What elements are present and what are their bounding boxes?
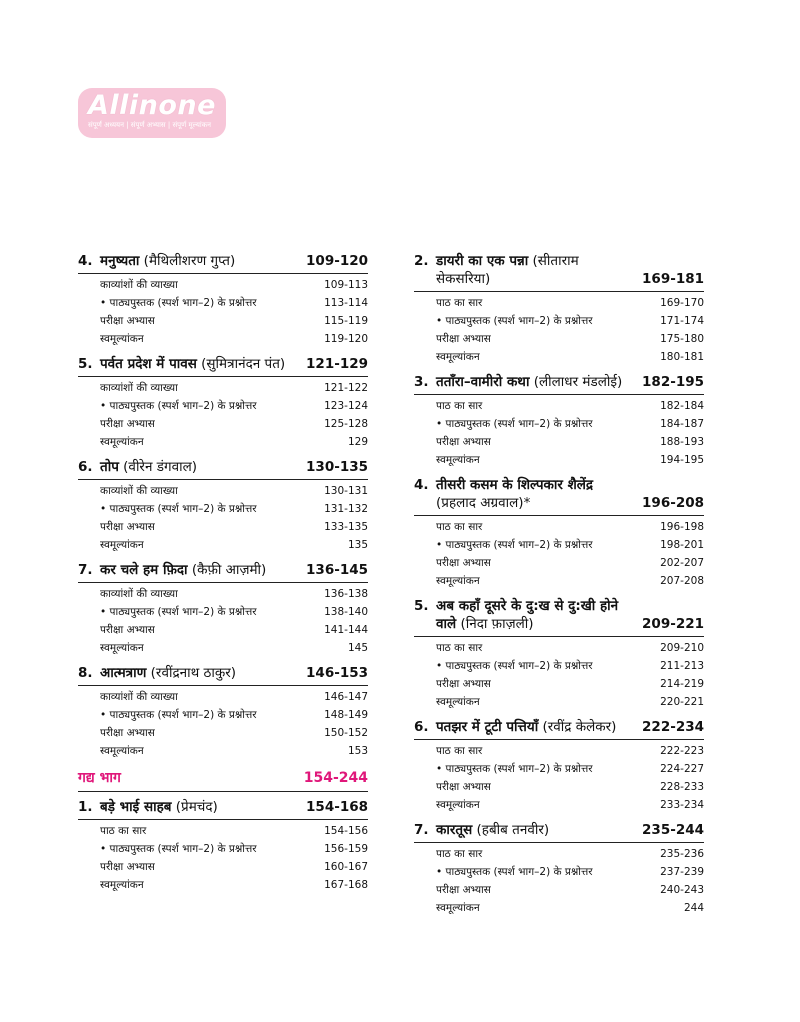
sub-entry-pages: 240-243 <box>660 884 704 896</box>
sub-entry-pages: 196-198 <box>660 521 704 533</box>
sub-entry-pages: 167-168 <box>324 879 368 891</box>
toc-sub-entry[interactable] <box>78 639 368 657</box>
section-pages: 154-244 <box>303 770 368 786</box>
sub-entry-pages: 169-170 <box>660 297 704 309</box>
toc-sub-entry[interactable] <box>414 415 704 433</box>
chapter-title-wrap <box>100 664 236 682</box>
sub-entry-label: परीक्षा अभ्यास <box>100 624 155 636</box>
sub-entry-pages: 171-174 <box>660 315 704 327</box>
sub-entry-label: स्वमूल्यांकन <box>100 745 144 757</box>
toc-sub-entry[interactable] <box>78 822 368 840</box>
sub-entry-label: परीक्षा अभ्यास <box>100 315 155 327</box>
sub-entry-pages: 228-233 <box>660 781 704 793</box>
toc-sub-entry[interactable] <box>78 379 368 397</box>
sub-entry-label: • पाठ्यपुस्तक (स्पर्श भाग–2) के प्रश्नोत्तर <box>100 297 257 309</box>
chapter-heading[interactable] <box>78 664 368 686</box>
chapter-pages: 154-168 <box>306 799 368 815</box>
sub-entry-pages: 123-124 <box>324 400 368 412</box>
sub-entry-label: परीक्षा अभ्यास <box>436 678 491 690</box>
sub-entry-pages: 180-181 <box>660 351 704 363</box>
toc-sub-entry[interactable] <box>414 675 704 693</box>
sub-entry-label: काव्यांशों की व्याख्या <box>100 588 178 600</box>
chapter-heading-left <box>78 252 235 270</box>
sub-entry-pages: 136-138 <box>324 588 368 600</box>
right-chapters <box>414 252 704 917</box>
sub-entry-pages: 148-149 <box>324 709 368 721</box>
chapter-author: (प्रेमचंद) <box>171 799 218 815</box>
sub-entry-label: • पाठ्यपुस्तक (स्पर्श भाग–2) के प्रश्नोत्तर <box>100 843 257 855</box>
sub-entry-label: पाठ का सार <box>436 745 483 757</box>
toc-sub-entry[interactable] <box>414 518 704 536</box>
chapter-number: 5. <box>414 598 429 614</box>
toc-chapter <box>414 597 704 711</box>
toc-chapter <box>78 561 368 657</box>
chapter-heading[interactable] <box>414 597 704 637</box>
chapter-title-wrap <box>436 252 636 288</box>
chapter-heading[interactable] <box>78 561 368 583</box>
sub-entry-pages: 214-219 <box>660 678 704 690</box>
chapter-pages: 209-221 <box>642 616 704 632</box>
sub-entry-pages: 175-180 <box>660 333 704 345</box>
chapter-heading-left <box>78 798 218 816</box>
sub-entry-pages: 237-239 <box>660 866 704 878</box>
sub-entry-pages: 141-144 <box>324 624 368 636</box>
chapter-author: (निदा फ़ाज़ली) <box>456 616 534 632</box>
toc-sub-entry[interactable] <box>414 312 704 330</box>
toc-chapter <box>78 664 368 760</box>
chapter-heading-left <box>78 458 197 476</box>
chapter-title-wrap <box>436 718 616 736</box>
chapter-heading[interactable] <box>414 373 704 395</box>
sub-entry-label: स्वमूल्यांकन <box>436 799 480 811</box>
sub-entry-label: स्वमूल्यांकन <box>100 333 144 345</box>
chapter-title: कर चले हम फ़िदा <box>100 562 188 578</box>
sub-entry-pages: 121-122 <box>324 382 368 394</box>
chapter-title: कारतूस <box>436 822 473 838</box>
sub-entry-pages: 220-221 <box>660 696 704 708</box>
sub-entry-pages: 211-213 <box>660 660 704 672</box>
chapter-number: 4. <box>414 477 429 493</box>
toc-chapter <box>78 355 368 451</box>
sub-entry-label: स्वमूल्यांकन <box>436 902 480 914</box>
chapter-title-wrap <box>100 798 218 816</box>
chapter-title-wrap <box>436 476 636 512</box>
sub-entry-label: • पाठ्यपुस्तक (स्पर्श भाग–2) के प्रश्नोत्तर <box>436 763 593 775</box>
chapter-author: (कैफ़ी आज़मी) <box>187 562 267 578</box>
chapter-title: आत्मत्राण <box>100 665 147 681</box>
sub-entry-label: • पाठ्यपुस्तक (स्पर्श भाग–2) के प्रश्नोत्तर <box>100 400 257 412</box>
chapter-number: 5. <box>78 356 93 372</box>
toc-sub-entry[interactable] <box>414 433 704 451</box>
toc-sub-entry[interactable] <box>78 876 368 894</box>
sub-entry-pages: 202-207 <box>660 557 704 569</box>
sub-entry-label: स्वमूल्यांकन <box>100 436 144 448</box>
sub-entry-pages: 150-152 <box>324 727 368 739</box>
sub-entry-pages: 109-113 <box>324 279 368 291</box>
sub-entry-label: परीक्षा अभ्यास <box>436 884 491 896</box>
chapter-number: 1. <box>78 799 93 815</box>
brand-logo <box>78 88 226 138</box>
chapter-title: तताँरा–वामीरो कथा <box>436 374 530 390</box>
sub-entry-pages: 222-223 <box>660 745 704 757</box>
chapter-heading-left <box>414 252 636 288</box>
toc-right-column <box>414 252 704 924</box>
section-heading-gadya <box>78 768 368 792</box>
sub-entry-label: पाठ का सार <box>436 848 483 860</box>
sub-entry-label: पाठ का सार <box>436 642 483 654</box>
sub-entry-pages: 131-132 <box>324 503 368 515</box>
toc-sub-entry[interactable] <box>78 433 368 451</box>
toc-sub-entry[interactable] <box>414 796 704 814</box>
sub-entry-label: परीक्षा अभ्यास <box>100 418 155 430</box>
toc-chapter <box>414 718 704 814</box>
chapter-title-wrap <box>100 252 235 270</box>
chapter-pages: 222-234 <box>642 719 704 735</box>
sub-entry-pages: 184-187 <box>660 418 704 430</box>
sub-entry-pages: 188-193 <box>660 436 704 448</box>
chapter-title: डायरी का एक पन्ना <box>436 253 529 269</box>
sub-entry-pages: 224-227 <box>660 763 704 775</box>
chapter-heading-left <box>78 355 285 373</box>
chapter-title-wrap <box>100 561 266 579</box>
chapter-pages: 196-208 <box>642 495 704 511</box>
sub-entry-label: काव्यांशों की व्याख्या <box>100 691 178 703</box>
toc-sub-entry[interactable] <box>78 621 368 639</box>
chapter-number: 4. <box>78 253 93 269</box>
sub-entry-pages: 146-147 <box>324 691 368 703</box>
chapter-title: अब कहाँ दूसरे के दु:ख से दु:खी होने वाले <box>436 598 619 632</box>
chapter-title-wrap <box>436 373 622 391</box>
chapter-heading[interactable] <box>78 252 368 274</box>
sub-entry-label: पाठ का सार <box>436 400 483 412</box>
chapter-heading[interactable] <box>414 718 704 740</box>
sub-entry-pages: 154-156 <box>324 825 368 837</box>
toc-sub-entry[interactable] <box>414 536 704 554</box>
sub-entry-pages: 244 <box>683 902 704 914</box>
chapter-pages: 109-120 <box>306 253 368 269</box>
chapter-heading[interactable] <box>414 252 704 292</box>
toc-sub-entry[interactable] <box>78 585 368 603</box>
sub-entry-pages: 160-167 <box>324 861 368 873</box>
left-chapters-b <box>78 798 368 894</box>
sub-entry-pages: 194-195 <box>660 454 704 466</box>
sub-entry-pages: 145 <box>347 642 368 654</box>
sub-entry-pages: 207-208 <box>660 575 704 587</box>
toc-sub-entry[interactable] <box>78 706 368 724</box>
chapter-heading-left <box>414 718 616 736</box>
chapter-title-wrap <box>436 597 636 633</box>
chapter-heading[interactable] <box>78 355 368 377</box>
sub-entry-label: परीक्षा अभ्यास <box>436 333 491 345</box>
sub-entry-label: काव्यांशों की व्याख्या <box>100 485 178 497</box>
sub-entry-label: स्वमूल्यांकन <box>436 454 480 466</box>
chapter-number: 7. <box>414 822 429 838</box>
chapter-pages: 146-153 <box>306 665 368 681</box>
toc-sub-entry[interactable] <box>414 778 704 796</box>
sub-entry-label: स्वमूल्यांकन <box>100 539 144 551</box>
sub-entry-pages: 153 <box>347 745 368 757</box>
chapter-pages: 182-195 <box>642 374 704 390</box>
chapter-number: 6. <box>78 459 93 475</box>
sub-entry-pages: 135 <box>347 539 368 551</box>
toc-sub-entry[interactable] <box>414 639 704 657</box>
toc-sub-entry[interactable] <box>78 312 368 330</box>
sub-entry-pages: 133-135 <box>324 521 368 533</box>
toc-sub-entry[interactable] <box>78 276 368 294</box>
chapter-author: (सीताराम सेकसरिया) <box>436 253 579 287</box>
chapter-pages: 121-129 <box>306 356 368 372</box>
chapter-heading-left <box>78 561 266 579</box>
sub-entry-label: परीक्षा अभ्यास <box>100 521 155 533</box>
chapter-heading-left <box>414 476 636 512</box>
sub-entry-label: • पाठ्यपुस्तक (स्पर्श भाग–2) के प्रश्नोत्तर <box>100 606 257 618</box>
chapter-author: (रवींद्रनाथ ठाकुर) <box>146 665 237 681</box>
chapter-heading-left <box>414 597 636 633</box>
chapter-title: तोप <box>100 459 119 475</box>
chapter-author: (सुमित्रानंदन पंत) <box>196 356 286 372</box>
chapter-heading[interactable] <box>414 476 704 516</box>
toc-sub-entry[interactable] <box>78 500 368 518</box>
chapter-title: पर्वत प्रदेश में पावस <box>100 356 197 372</box>
toc-sub-entry[interactable] <box>414 657 704 675</box>
sub-entry-label: परीक्षा अभ्यास <box>436 781 491 793</box>
toc-chapter <box>414 373 704 469</box>
toc-sub-entry[interactable] <box>78 482 368 500</box>
chapter-pages: 136-145 <box>306 562 368 578</box>
sub-entry-pages: 209-210 <box>660 642 704 654</box>
toc-sub-entry[interactable] <box>414 397 704 415</box>
chapter-pages: 130-135 <box>306 459 368 475</box>
sub-entry-pages: 125-128 <box>324 418 368 430</box>
chapter-number: 8. <box>78 665 93 681</box>
toc-sub-entry[interactable] <box>414 863 704 881</box>
chapter-title-wrap <box>100 355 285 373</box>
sub-entry-label: • पाठ्यपुस्तक (स्पर्श भाग–2) के प्रश्नोत्तर <box>436 539 593 551</box>
sub-entry-label: • पाठ्यपुस्तक (स्पर्श भाग–2) के प्रश्नोत्तर <box>100 503 257 515</box>
sub-entry-label: पाठ का सार <box>100 825 147 837</box>
sub-entry-label: काव्यांशों की व्याख्या <box>100 279 178 291</box>
chapter-author: (प्रहलाद अग्रवाल)* <box>436 495 531 511</box>
toc-sub-entry[interactable] <box>414 348 704 366</box>
toc-left-column <box>78 252 368 901</box>
toc-sub-entry[interactable] <box>78 415 368 433</box>
chapter-heading-left <box>414 373 622 391</box>
chapter-number: 3. <box>414 374 429 390</box>
chapter-heading-left <box>78 664 236 682</box>
chapter-title: पतझर में टूटी पत्तियाँ <box>436 719 539 735</box>
left-chapters-a <box>78 252 368 760</box>
chapter-title-wrap <box>436 821 549 839</box>
sub-entry-pages: 129 <box>347 436 368 448</box>
sub-entry-pages: 119-120 <box>324 333 368 345</box>
toc-sub-entry[interactable] <box>78 518 368 536</box>
toc-sub-entry[interactable] <box>78 840 368 858</box>
chapter-author: (लीलाधर मंडलोई) <box>529 374 623 390</box>
toc-chapter <box>414 821 704 917</box>
sub-entry-label: • पाठ्यपुस्तक (स्पर्श भाग–2) के प्रश्नोत्तर <box>100 709 257 721</box>
toc-chapter <box>78 798 368 894</box>
logo-text: Allinone <box>88 90 216 121</box>
sub-entry-label: परीक्षा अभ्यास <box>100 727 155 739</box>
toc-sub-entry[interactable] <box>414 899 704 917</box>
toc-sub-entry[interactable] <box>78 724 368 742</box>
toc-sub-entry[interactable] <box>414 330 704 348</box>
toc-chapter <box>414 476 704 590</box>
chapter-author: (हबीब तनवीर) <box>472 822 550 838</box>
sub-entry-label: • पाठ्यपुस्तक (स्पर्श भाग–2) के प्रश्नोत्तर <box>436 660 593 672</box>
chapter-heading-left <box>414 821 549 839</box>
toc-sub-entry[interactable] <box>414 693 704 711</box>
chapter-author: (रवींद्र केलेकर) <box>538 719 617 735</box>
chapter-author: (वीरेन डंगवाल) <box>118 459 197 475</box>
chapter-heading[interactable] <box>78 798 368 820</box>
sub-entry-label: काव्यांशों की व्याख्या <box>100 382 178 394</box>
chapter-heading[interactable] <box>78 458 368 480</box>
sub-entry-label: परीक्षा अभ्यास <box>436 557 491 569</box>
chapter-title: मनुष्यता <box>100 253 140 269</box>
toc-sub-entry[interactable] <box>414 451 704 469</box>
logo-tagline: संपूर्ण अध्ययन | संपूर्ण अभ्यास | संपूर्ण मूल्यांकन <box>88 121 211 129</box>
chapter-title: बड़े भाई साहब <box>100 799 172 815</box>
toc-sub-entry[interactable] <box>414 554 704 572</box>
sub-entry-pages: 130-131 <box>324 485 368 497</box>
sub-entry-label: पाठ का सार <box>436 297 483 309</box>
sub-entry-pages: 198-201 <box>660 539 704 551</box>
section-title: गद्य भाग <box>78 770 121 786</box>
sub-entry-label: • पाठ्यपुस्तक (स्पर्श भाग–2) के प्रश्नोत्तर <box>436 418 593 430</box>
sub-entry-label: पाठ का सार <box>436 521 483 533</box>
toc-sub-entry[interactable] <box>78 742 368 760</box>
toc-sub-entry[interactable] <box>414 572 704 590</box>
sub-entry-label: परीक्षा अभ्यास <box>436 436 491 448</box>
chapter-pages: 235-244 <box>642 822 704 838</box>
chapter-number: 6. <box>414 719 429 735</box>
sub-entry-pages: 156-159 <box>324 843 368 855</box>
sub-entry-pages: 115-119 <box>324 315 368 327</box>
sub-entry-label: स्वमूल्यांकन <box>100 642 144 654</box>
sub-entry-label: • पाठ्यपुस्तक (स्पर्श भाग–2) के प्रश्नोत्तर <box>436 315 593 327</box>
sub-entry-label: स्वमूल्यांकन <box>436 575 480 587</box>
toc-sub-entry[interactable] <box>78 330 368 348</box>
toc-sub-entry[interactable] <box>78 397 368 415</box>
toc-sub-entry[interactable] <box>78 603 368 621</box>
toc-sub-entry[interactable] <box>414 294 704 312</box>
toc-chapter <box>414 252 704 366</box>
sub-entry-label: • पाठ्यपुस्तक (स्पर्श भाग–2) के प्रश्नोत्तर <box>436 866 593 878</box>
sub-entry-pages: 182-184 <box>660 400 704 412</box>
toc-sub-entry[interactable] <box>78 858 368 876</box>
chapter-heading[interactable] <box>414 821 704 843</box>
sub-entry-label: स्वमूल्यांकन <box>436 696 480 708</box>
toc-sub-entry[interactable] <box>414 881 704 899</box>
sub-entry-pages: 233-234 <box>660 799 704 811</box>
chapter-title: तीसरी कसम के शिल्पकार शैलेंद्र <box>436 477 594 493</box>
toc-chapter <box>78 252 368 348</box>
sub-entry-pages: 113-114 <box>324 297 368 309</box>
toc-sub-entry[interactable] <box>414 845 704 863</box>
sub-entry-label: स्वमूल्यांकन <box>100 879 144 891</box>
chapter-number: 7. <box>78 562 93 578</box>
sub-entry-label: परीक्षा अभ्यास <box>100 861 155 873</box>
chapter-author: (मैथिलीशरण गुप्त) <box>139 253 236 269</box>
chapter-pages: 169-181 <box>642 271 704 287</box>
sub-entry-pages: 138-140 <box>324 606 368 618</box>
toc-sub-entry[interactable] <box>78 294 368 312</box>
chapter-title-wrap <box>100 458 197 476</box>
toc-sub-entry[interactable] <box>414 742 704 760</box>
toc-sub-entry[interactable] <box>414 760 704 778</box>
chapter-number: 2. <box>414 253 429 269</box>
toc-chapter <box>78 458 368 554</box>
toc-sub-entry[interactable] <box>78 536 368 554</box>
toc-sub-entry[interactable] <box>78 688 368 706</box>
sub-entry-pages: 235-236 <box>660 848 704 860</box>
sub-entry-label: स्वमूल्यांकन <box>436 351 480 363</box>
